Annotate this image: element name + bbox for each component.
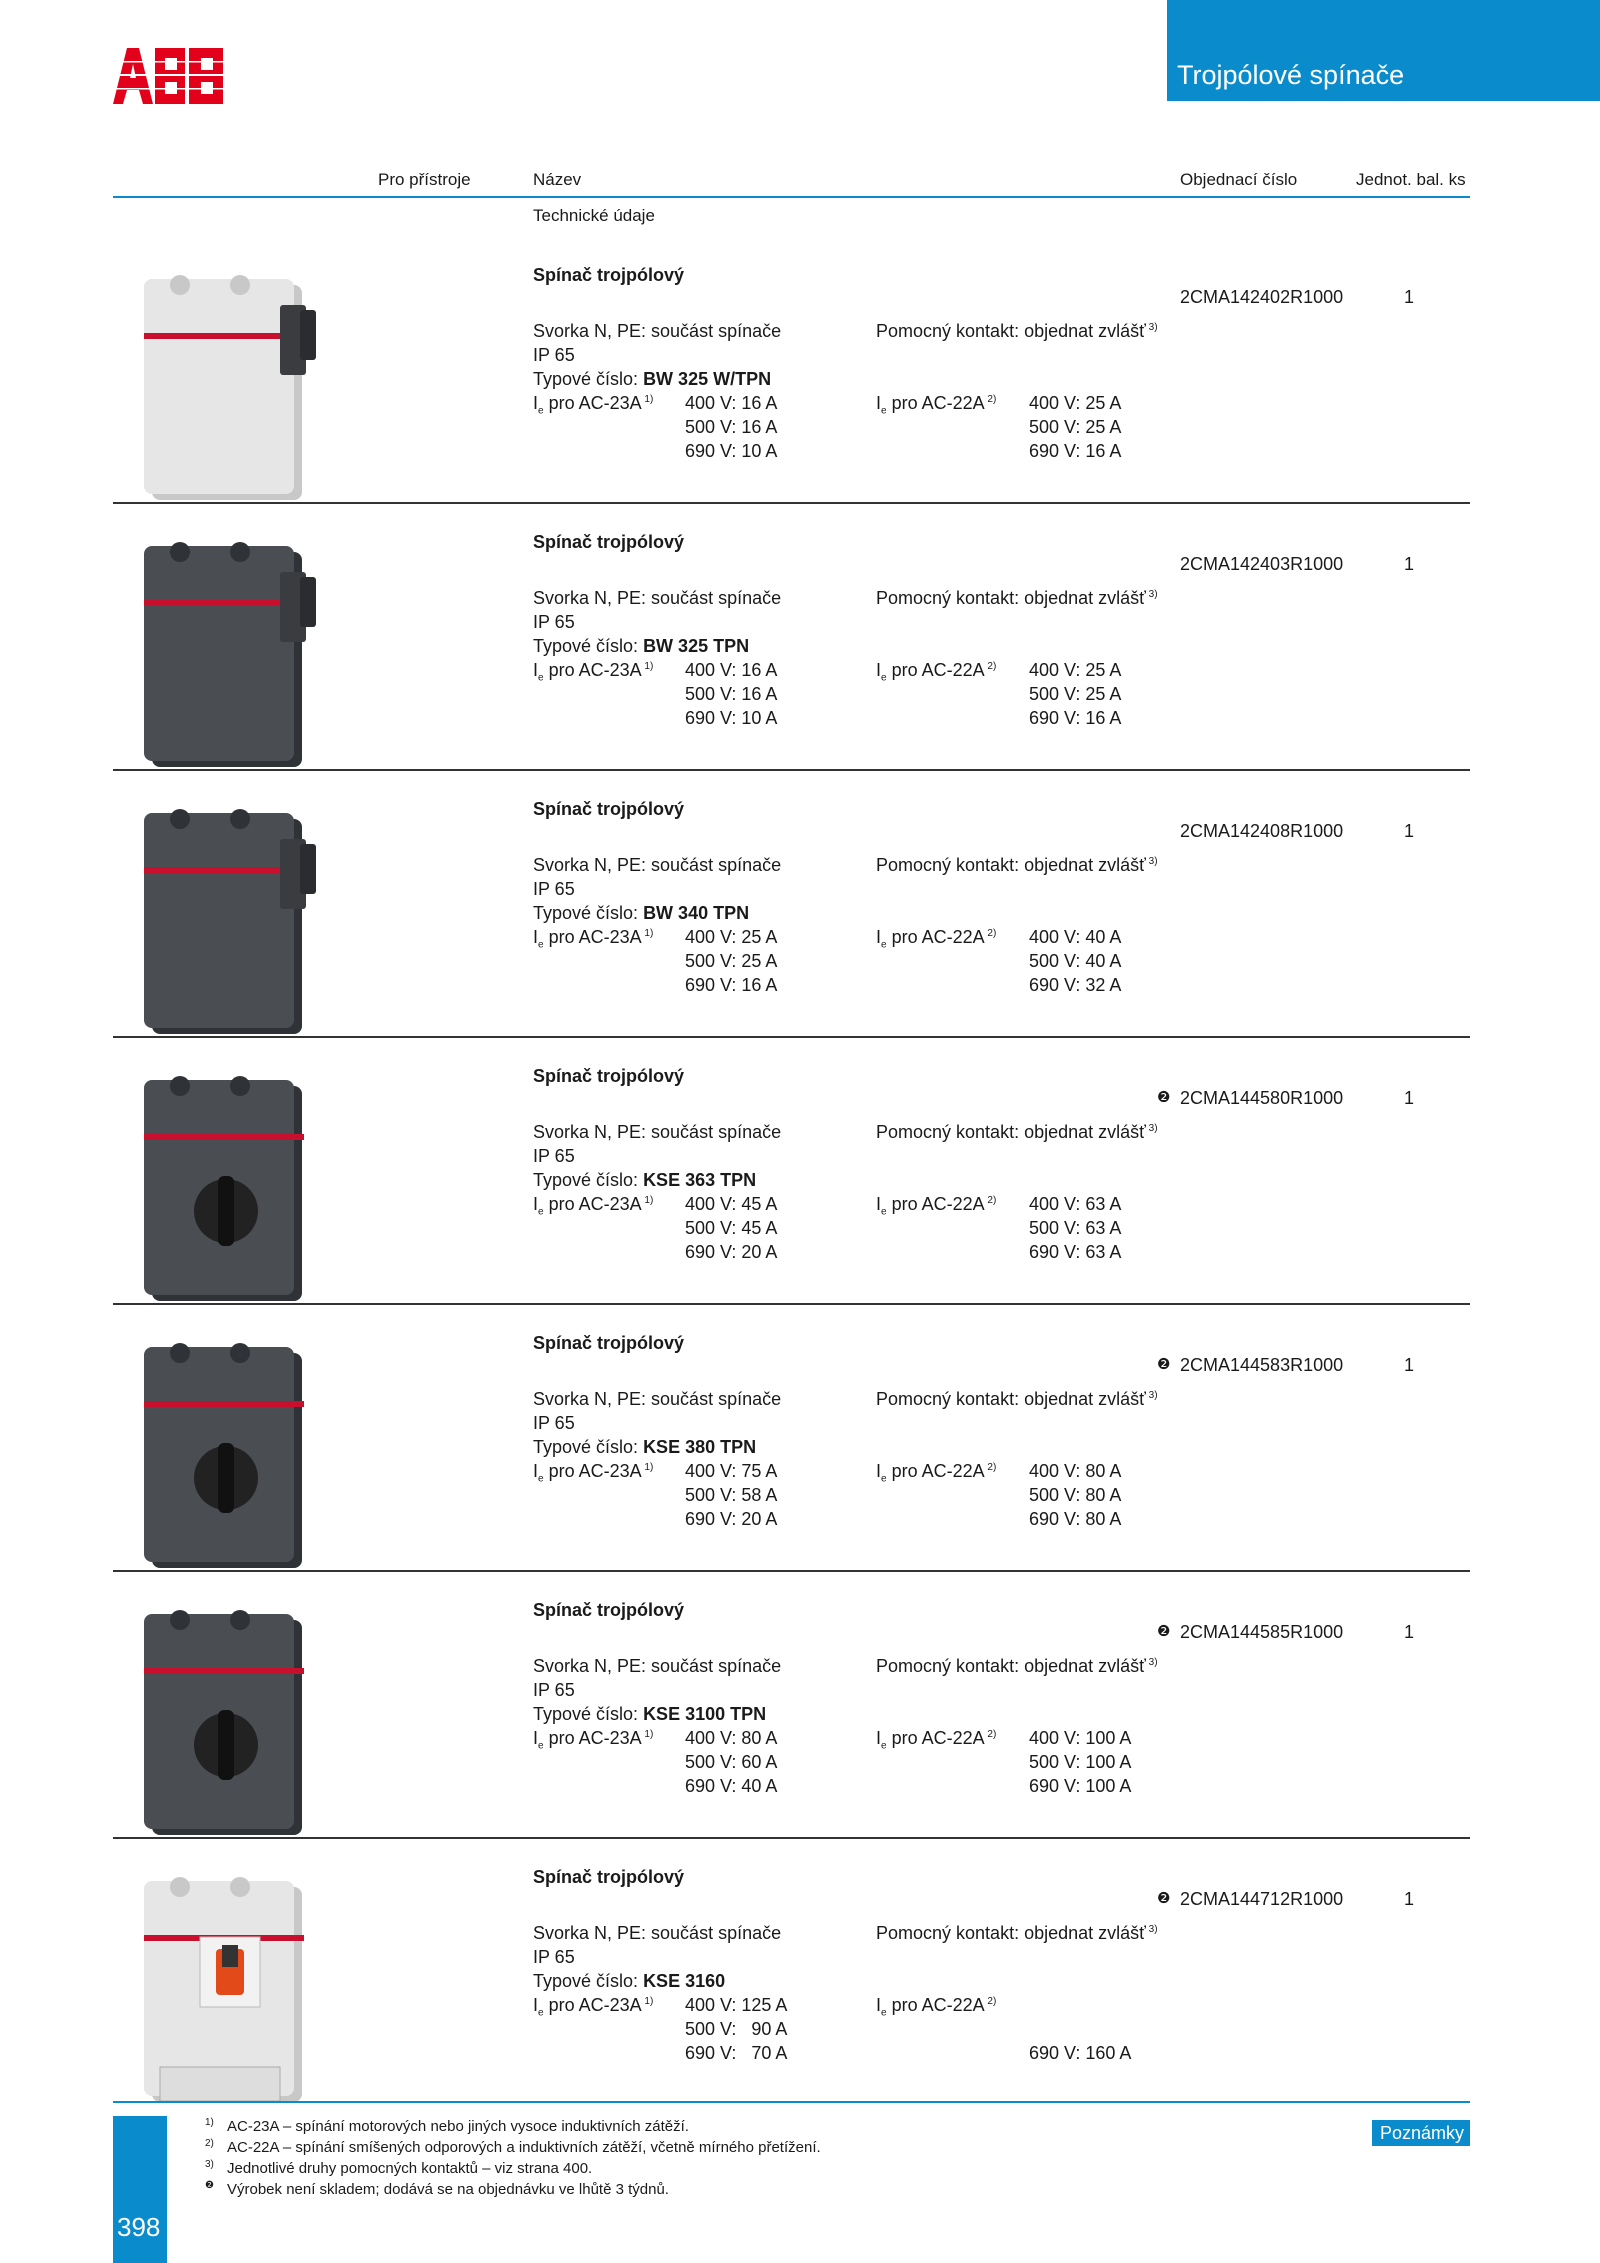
type-number: Typové číslo: KSE 3100 TPN: [533, 1704, 767, 1724]
aux-contact-info: Pomocný kontakt: objednat zvlášť $^{3)}$: [876, 1656, 1158, 1676]
product-name: Spínač trojpólový: [533, 1066, 685, 1086]
ac22-value: 400 V: 25 A: [1029, 393, 1122, 413]
product-row: [0, 799, 1600, 1065]
ip-rating: IP 65: [533, 1146, 575, 1166]
ip-rating: IP 65: [533, 1413, 575, 1433]
switch-product-image: [130, 1867, 340, 2117]
product-separator: [113, 502, 1470, 504]
ac22-label: $I_e$ pro AC-22A $^{2)}$: [876, 1728, 997, 1752]
footnote: [205, 2180, 669, 2198]
product-row: [0, 1333, 1600, 1599]
footnote-text: AC-22A – spínání smíšených odporových a induktivních zátěží, včetně mírného přetížení.: [227, 2139, 821, 2156]
footnote-number: 2): [205, 2138, 214, 2149]
product-separator: [113, 1303, 1470, 1305]
col-header-order-no: Objednací číslo: [1180, 170, 1298, 189]
ac23-label: $I_e$ pro AC-23A $^{1)}$: [533, 1995, 654, 2019]
terminal-info: Svorka N, PE: součást spínače: [533, 1122, 782, 1142]
ac23-value: 500 V: 16 A: [685, 417, 778, 437]
pack-unit: 1: [1404, 1889, 1415, 1909]
order-number: 2CMA142408R1000: [1180, 821, 1344, 841]
product-row: [0, 1600, 1600, 1866]
ac22-label: $I_e$ pro AC-22A $^{2)}$: [876, 927, 997, 951]
switch-product-image: [130, 1600, 340, 1850]
ac22-label: $I_e$ pro AC-22A $^{2)}$: [876, 1461, 997, 1485]
product-separator: [113, 1036, 1470, 1038]
switch-product-image: [130, 532, 340, 782]
type-number: Typové číslo: KSE 363 TPN: [533, 1170, 757, 1190]
footnote-text: Jednotlivé druhy pomocných kontaktů – viz strana 400.: [227, 2160, 593, 2177]
ac22-value: 690 V: 16 A: [1029, 708, 1122, 728]
aux-contact-info: Pomocný kontakt: objednat zvlášť $^{3)}$: [876, 855, 1158, 875]
terminal-info: Svorka N, PE: součást spínače: [533, 321, 782, 341]
ip-rating: IP 65: [533, 1680, 575, 1700]
product-row: [0, 532, 1600, 798]
ac22-value: 500 V: 80 A: [1029, 1485, 1122, 1505]
ip-rating: IP 65: [533, 879, 575, 899]
footnote-number: 1): [205, 2117, 214, 2128]
page-number: 398: [117, 2212, 161, 2242]
ac22-value: 690 V: 63 A: [1029, 1242, 1122, 1262]
aux-contact-info: Pomocný kontakt: objednat zvlášť $^{3)}$: [876, 321, 1158, 341]
ac22-value: 690 V: 160 A: [1029, 2043, 1132, 2063]
ip-rating: IP 65: [533, 612, 575, 632]
ac23-value: 690 V: 16 A: [685, 975, 778, 995]
product-separator: [113, 1570, 1470, 1572]
product-name: Spínač trojpólový: [533, 1333, 685, 1353]
footnote: [205, 2138, 821, 2156]
aux-contact-info: Pomocný kontakt: objednat zvlášť $^{3)}$: [876, 1389, 1158, 1409]
footnote-text: AC-23A – spínání motorových nebo jiných vysoce induktivních zátěží.: [227, 2118, 689, 2135]
order-number: 2CMA144712R1000: [1180, 1889, 1344, 1909]
ac22-label: $I_e$ pro AC-22A $^{2)}$: [876, 393, 997, 417]
ac22-value: 400 V: 100 A: [1029, 1728, 1132, 1748]
footer-divider: [113, 2101, 1470, 2103]
switch-product-image: [130, 799, 340, 1049]
ac23-label: $I_e$ pro AC-23A $^{1)}$: [533, 927, 654, 951]
pack-unit: 1: [1404, 287, 1415, 307]
ac22-value: 400 V: 25 A: [1029, 660, 1122, 680]
not-in-stock-icon: ❷: [1157, 1356, 1171, 1373]
type-number: Typové číslo: BW 325 TPN: [533, 636, 750, 656]
pack-unit: 1: [1404, 554, 1415, 574]
not-in-stock-icon: ❷: [1157, 1890, 1171, 1907]
ac23-value: 500 V: 45 A: [685, 1218, 778, 1238]
aux-contact-info: Pomocný kontakt: objednat zvlášť $^{3)}$: [876, 1923, 1158, 1943]
terminal-info: Svorka N, PE: součást spínače: [533, 1389, 782, 1409]
notes-tab: [1372, 2120, 1470, 2146]
section-title-banner: [1167, 0, 1600, 101]
switch-product-image: [130, 1066, 340, 1316]
ac22-value: 690 V: 32 A: [1029, 975, 1122, 995]
footnote: [205, 2159, 592, 2177]
ac22-value: 400 V: 40 A: [1029, 927, 1122, 947]
ac22-value: 500 V: 40 A: [1029, 951, 1122, 971]
ac23-label: $I_e$ pro AC-23A $^{1)}$: [533, 1194, 654, 1218]
order-number: 2CMA144580R1000: [1180, 1088, 1344, 1108]
footnote-text: Výrobek není skladem; dodává se na objednávku ve lhůtě 3 týdnů.: [227, 2181, 669, 2198]
product-name: Spínač trojpólový: [533, 532, 685, 552]
ac22-value: 500 V: 100 A: [1029, 1752, 1132, 1772]
ac23-value: 690 V: 20 A: [685, 1509, 778, 1529]
notes-label: Poznámky: [1380, 2123, 1465, 2143]
ac22-value: 690 V: 16 A: [1029, 441, 1122, 461]
aux-contact-info: Pomocný kontakt: objednat zvlášť $^{3)}$: [876, 588, 1158, 608]
ac23-value: 500 V: 90 A: [685, 2019, 788, 2039]
terminal-info: Svorka N, PE: součást spínače: [533, 588, 782, 608]
switch-product-image: [130, 1333, 340, 1583]
pack-unit: 1: [1404, 1088, 1415, 1108]
terminal-info: Svorka N, PE: součást spínače: [533, 1923, 782, 1943]
ac23-value: 400 V: 80 A: [685, 1728, 778, 1748]
product-name: Spínač trojpólový: [533, 799, 685, 819]
pack-unit: 1: [1404, 821, 1415, 841]
ac22-value: 500 V: 25 A: [1029, 417, 1122, 437]
terminal-info: Svorka N, PE: součást spínače: [533, 855, 782, 875]
not-in-stock-icon: ❷: [1157, 1623, 1171, 1640]
ac23-value: 500 V: 60 A: [685, 1752, 778, 1772]
ac22-value: 400 V: 80 A: [1029, 1461, 1122, 1481]
ac23-label: $I_e$ pro AC-23A $^{1)}$: [533, 393, 654, 417]
pack-unit: 1: [1404, 1355, 1415, 1375]
product-row: [0, 1867, 1600, 2133]
ac22-value: 500 V: 63 A: [1029, 1218, 1122, 1238]
product-name: Spínač trojpólový: [533, 1600, 685, 1620]
type-number: Typové číslo: KSE 380 TPN: [533, 1437, 757, 1457]
ac23-label: $I_e$ pro AC-23A $^{1)}$: [533, 1728, 654, 1752]
product-name: Spínač trojpólový: [533, 265, 685, 285]
ac22-label: $I_e$ pro AC-22A $^{2)}$: [876, 660, 997, 684]
ac23-value: 690 V: 20 A: [685, 1242, 778, 1262]
order-number: 2CMA144583R1000: [1180, 1355, 1344, 1375]
ac23-label: $I_e$ pro AC-23A $^{1)}$: [533, 660, 654, 684]
col-header-name: Název: [533, 170, 582, 189]
ac23-value: 690 V: 10 A: [685, 441, 778, 461]
col-header-tech-data: Technické údaje: [533, 206, 655, 225]
switch-product-image: [130, 265, 340, 515]
abb-logo: [113, 48, 225, 104]
ac22-value: 690 V: 100 A: [1029, 1776, 1132, 1796]
col-header-devices: Pro přístroje: [378, 170, 471, 189]
ac23-value: 500 V: 16 A: [685, 684, 778, 704]
type-number: Typové číslo: KSE 3160: [533, 1971, 726, 1991]
order-number: 2CMA142402R1000: [1180, 287, 1344, 307]
footnote-number: ❷: [205, 2180, 214, 2191]
product-separator: [113, 769, 1470, 771]
order-number: 2CMA142403R1000: [1180, 554, 1344, 574]
ac23-value: 690 V: 10 A: [685, 708, 778, 728]
product-separator: [113, 1837, 1470, 1839]
ac23-value: 500 V: 25 A: [685, 951, 778, 971]
type-number: Typové číslo: BW 340 TPN: [533, 903, 750, 923]
ac23-value: 400 V: 125 A: [685, 1995, 788, 2015]
order-number: 2CMA144585R1000: [1180, 1622, 1344, 1642]
terminal-info: Svorka N, PE: součást spínače: [533, 1656, 782, 1676]
footnote-number: 3): [205, 2159, 214, 2170]
ip-rating: IP 65: [533, 1947, 575, 1967]
ac23-value: 690 V: 70 A: [685, 2043, 788, 2063]
ac22-label: $I_e$ pro AC-22A $^{2)}$: [876, 1995, 997, 2019]
ac22-label: $I_e$ pro AC-22A $^{2)}$: [876, 1194, 997, 1218]
not-in-stock-icon: ❷: [1157, 1089, 1171, 1106]
ac23-value: 400 V: 75 A: [685, 1461, 778, 1481]
ac23-value: 400 V: 45 A: [685, 1194, 778, 1214]
product-name: Spínač trojpólový: [533, 1867, 685, 1887]
col-header-pack-unit: Jednot. bal. ks: [1356, 170, 1466, 189]
ac23-value: 400 V: 16 A: [685, 393, 778, 413]
type-number: Typové číslo: BW 325 W/TPN: [533, 369, 772, 389]
ac23-value: 400 V: 16 A: [685, 660, 778, 680]
footnote: [205, 2117, 689, 2135]
ac22-value: 400 V: 63 A: [1029, 1194, 1122, 1214]
ac23-value: 400 V: 25 A: [685, 927, 778, 947]
product-row: [0, 265, 1600, 531]
section-title: Trojpólové spínače: [1177, 60, 1405, 90]
aux-contact-info: Pomocný kontakt: objednat zvlášť $^{3)}$: [876, 1122, 1158, 1142]
pack-unit: 1: [1404, 1622, 1415, 1642]
header-divider: [113, 196, 1470, 198]
page-number-tab: [113, 2116, 167, 2263]
ac22-value: 500 V: 25 A: [1029, 684, 1122, 704]
ac23-label: $I_e$ pro AC-23A $^{1)}$: [533, 1461, 654, 1485]
ip-rating: IP 65: [533, 345, 575, 365]
ac22-value: 690 V: 80 A: [1029, 1509, 1122, 1529]
ac23-value: 500 V: 58 A: [685, 1485, 778, 1505]
ac23-value: 690 V: 40 A: [685, 1776, 778, 1796]
product-row: [0, 1066, 1600, 1332]
